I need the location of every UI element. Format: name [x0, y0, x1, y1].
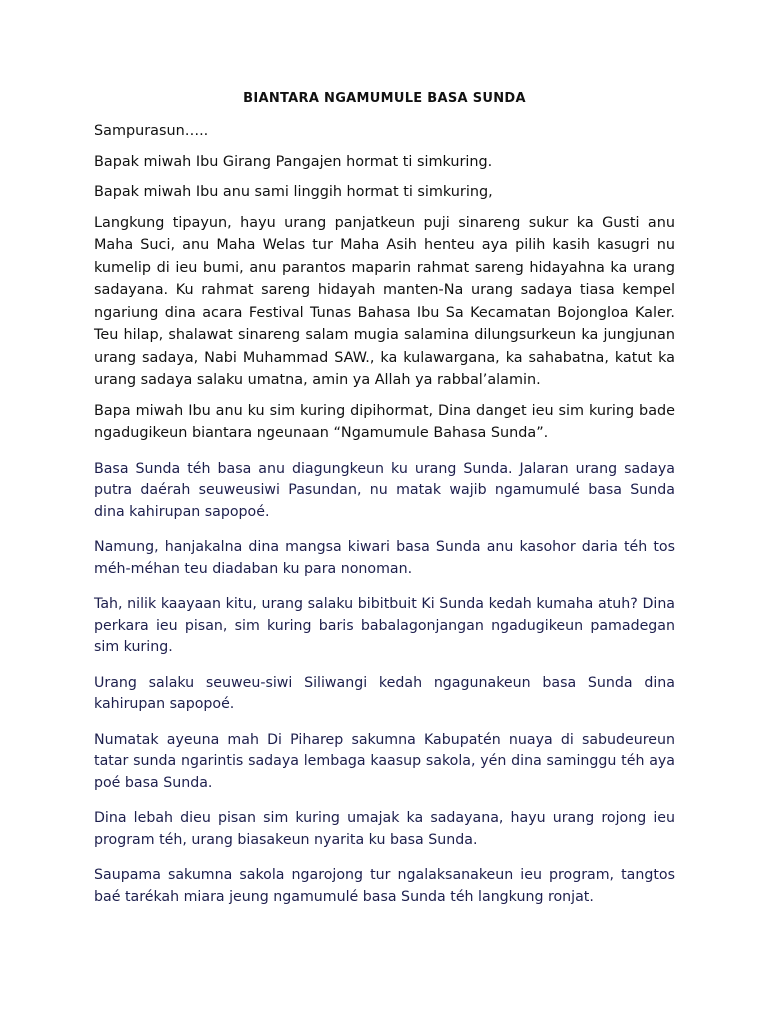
paragraph-body-6: Dina lebah dieu pisan sim kuring umajak ka sadayana, hayu urang rojong ieu program téh, urang biasakeun nyarita ku basa Sunda.: [94, 810, 675, 848]
document-page: [94, 88, 675, 916]
paragraph-body-1: Basa Sunda téh basa anu diagungkeun ku urang Sunda. Jalaran urang sadaya putra daérah seuweusiwi Pasundan, nu matak wajib ngamumulé basa Sunda dina kahirupan sapopoé.: [94, 460, 675, 520]
paragraph-topic-intro: Bapa miwah Ibu anu ku sim kuring dipihormat, Dina danget ieu sim kuring bade ngadugikeun biantara ngeunaan “Ngamumule Bahasa Sunda”.: [94, 402, 675, 441]
paragraph-body-2: Namung, hanjakalna dina mangsa kiwari basa Sunda anu kasohor daria téh tos méh-méhan teu diadaban ku para nonoman.: [94, 539, 675, 577]
document-title: BIANTARA NGAMUMULE BASA SUNDA: [243, 91, 526, 106]
paragraph-body-3: Tah, nilik kaayaan kitu, urang salaku bibitbuit Ki Sunda kedah kumaha atuh? Dina perkara ieu pisan, sim kuring baris babalagonjangan ngadugikeun pamadegan sim kuring.: [94, 596, 675, 655]
paragraph-body-5: Numatak ayeuna mah Di Piharep sakumna Kabupatén nuaya di sabudeureun tatar sunda ngarintis sadaya lembaga kaasup sakola, yén dina saminggu téh aya poé basa Sunda.: [94, 731, 675, 791]
paragraph-body-7: Saupama sakumna sakola ngarojong tur ngalaksanakeun ieu program, tangtos baé tarékah miara jeung ngamumulé basa Sunda téh langkung ronjat.: [94, 867, 675, 905]
paragraph-address-audience: Bapak miwah Ibu anu sami linggih hormat ti simkuring,: [94, 184, 493, 200]
paragraph-opening-prayer: Langkung tipayun, hayu urang panjatkeun puji sinareng sukur ka Gusti anu Maha Suci, anu Maha Welas tur Maha Asih henteu aya pilih kasih kasugri nu kumelip di ieu bumi, anu parantos maparin rahmat sareng hidayahna ka urang sadayana. Ku rahmat sareng hidayah manten-Na urang sadaya tiasa kempel ngariung dina acara Festival Tunas Bahasa Ibu Sa Kecamatan Bojongloa Kaler. Teu hilap, shalawat sinareng salam mugia salamina dilungsurkeun ka jungjunan urang sadaya, Nabi Muhammad SAW., ka kulawargana, ka sahabatna, katut ka urang sadaya salaku umatna, amin ya Allah ya rabbal’alamin.: [94, 214, 675, 388]
paragraph-address-judges: Bapak miwah Ibu Girang Pangajen hormat ti simkuring.: [94, 153, 493, 170]
paragraph-greeting: Sampurasun…..: [94, 123, 209, 139]
paragraph-body-4: Urang salaku seuweu-siwi Siliwangi kedah ngagunakeun basa Sunda dina kahirupan sapopoé.: [94, 674, 675, 712]
